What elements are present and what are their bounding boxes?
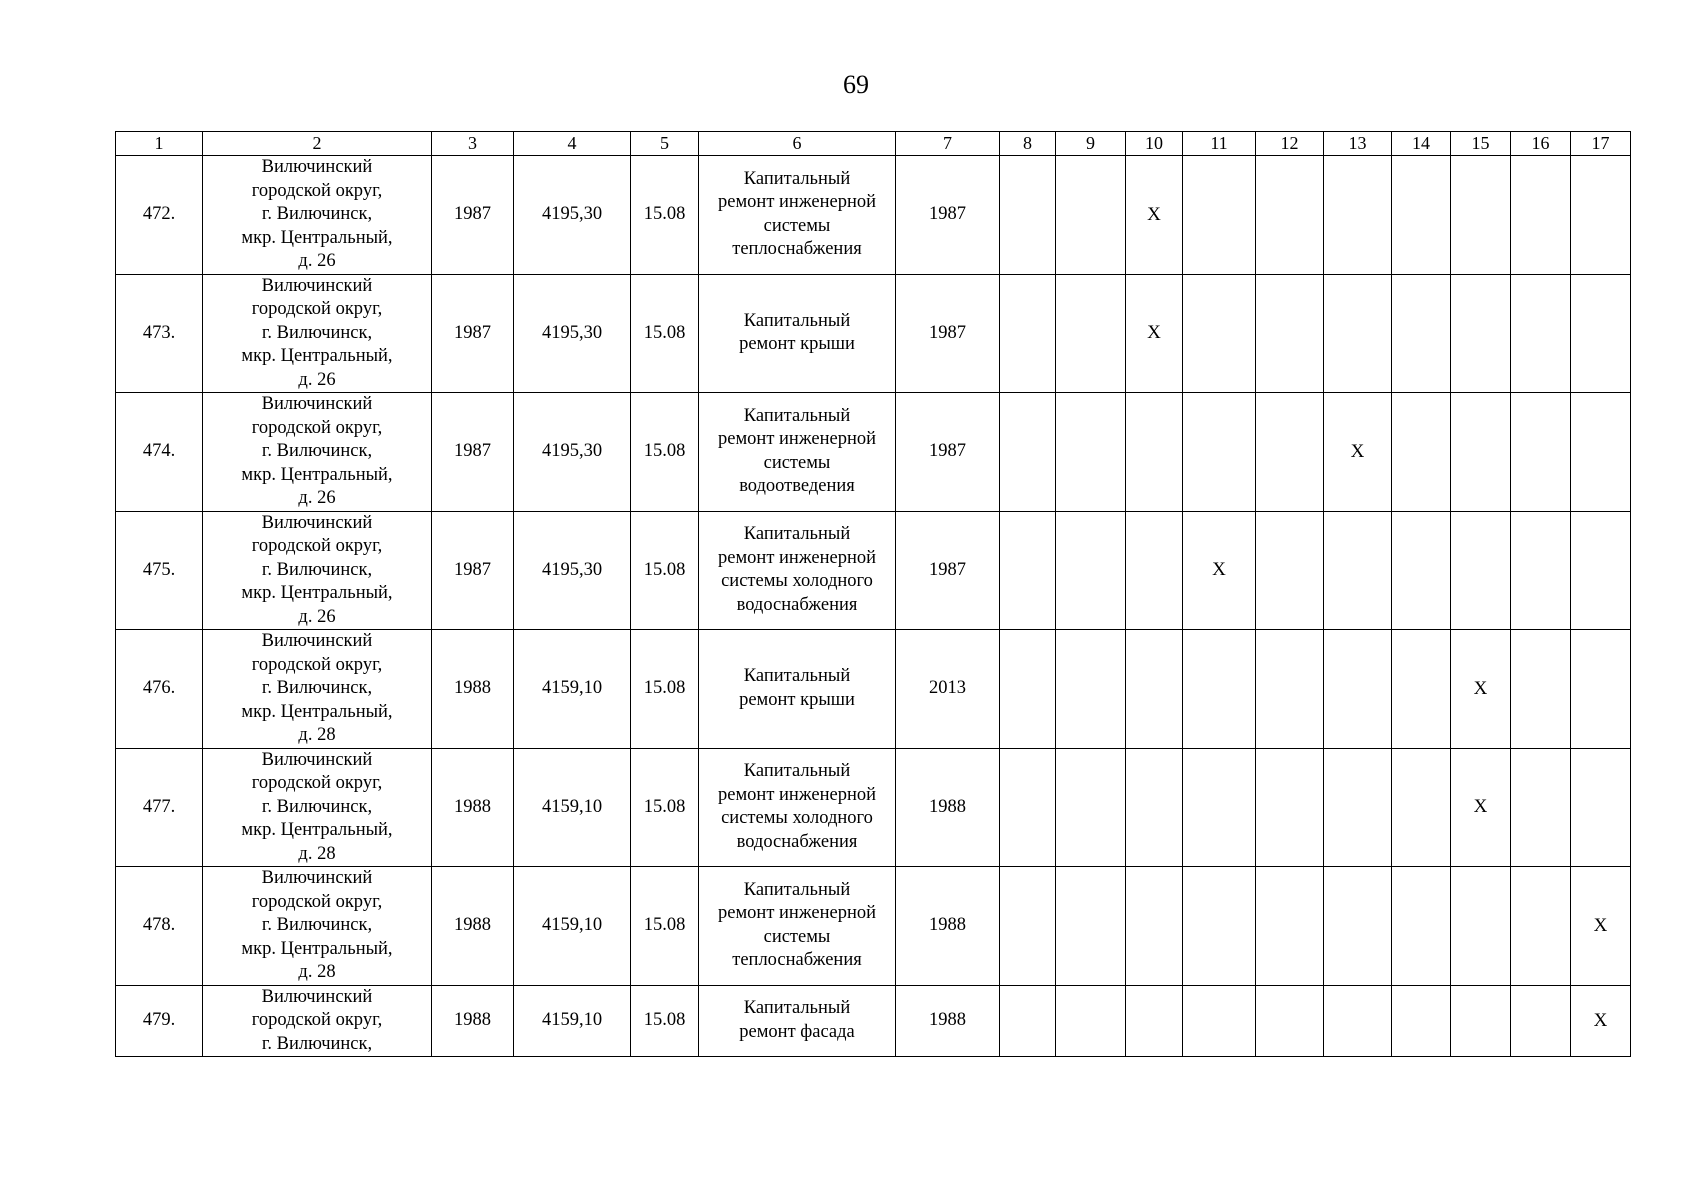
- row-number-cell: 475.: [116, 511, 203, 630]
- address-cell: [203, 393, 432, 512]
- address-line: г. Вилючинск,: [261, 678, 373, 698]
- column-number-cell: 6: [699, 132, 896, 156]
- period-mark: X: [1473, 796, 1488, 817]
- address-line: Вилючинский: [261, 275, 373, 296]
- address-line: городской округ,: [251, 299, 383, 319]
- period-mark: X: [1593, 914, 1608, 936]
- column-number-cell: 15: [1451, 132, 1511, 156]
- period-cell-11: [1183, 156, 1256, 275]
- period-cell-8: [1000, 511, 1056, 630]
- period-cell-9: [1056, 985, 1126, 1057]
- table-row: [116, 867, 1631, 986]
- work-type-line: системы: [763, 215, 831, 236]
- rate-cell: 15.08: [631, 511, 699, 630]
- work-type-cell: [699, 867, 896, 986]
- build-year-cell: 1988: [432, 985, 514, 1057]
- period-cell-11: [1183, 274, 1256, 393]
- column-number-cell: 16: [1511, 132, 1571, 156]
- period-cell-16: [1511, 393, 1571, 512]
- address-line: Вилючинский: [261, 157, 373, 177]
- area-cell: 4195,30: [514, 511, 631, 630]
- period-cell-16: [1511, 630, 1571, 749]
- work-type-line: ремонт крыши: [739, 334, 855, 355]
- table-row: [116, 748, 1631, 867]
- period-cell-16: [1511, 511, 1571, 630]
- address-line: Вилючинский: [261, 394, 373, 414]
- work-type-line: ремонт фасада: [739, 1021, 855, 1042]
- period-cell-17: [1571, 393, 1631, 512]
- address-line: Вилючинский: [261, 512, 373, 533]
- work-year-cell: 1988: [896, 748, 1000, 867]
- area-cell: 4159,10: [514, 867, 631, 986]
- build-year-cell: 1987: [432, 156, 514, 275]
- area-cell: 4159,10: [514, 630, 631, 749]
- period-cell-16: [1511, 748, 1571, 867]
- work-type-line: ремонт инженерной: [718, 903, 876, 924]
- rate-cell: 15.08: [631, 274, 699, 393]
- period-cell-13: [1324, 156, 1392, 275]
- period-mark: X: [1593, 1009, 1608, 1031]
- address-cell: [203, 511, 432, 630]
- column-number-cell: 5: [631, 132, 699, 156]
- period-cell-17: [1571, 630, 1631, 749]
- column-number-cell: 3: [432, 132, 514, 156]
- address-line: городской округ,: [251, 891, 383, 912]
- work-year-cell: 1988: [896, 867, 1000, 986]
- work-type-cell: [699, 511, 896, 630]
- period-cell-9: [1056, 748, 1126, 867]
- period-cell-11: [1183, 393, 1256, 512]
- period-cell-17: [1571, 748, 1631, 867]
- address-line: городской округ,: [251, 417, 383, 438]
- period-cell-11: [1183, 511, 1256, 630]
- work-type-cell: [699, 156, 896, 275]
- period-cell-15: [1451, 511, 1511, 630]
- address-line: г. Вилючинск,: [261, 441, 373, 461]
- work-type-line: системы: [763, 926, 831, 947]
- work-year-cell: 1987: [896, 393, 1000, 512]
- period-cell-12: [1256, 156, 1324, 275]
- column-number-cell: 2: [203, 132, 432, 156]
- column-number-row: [116, 132, 1631, 156]
- work-type-line: водоснабжения: [736, 831, 858, 852]
- address-cell: [203, 985, 432, 1057]
- row-number-cell: 477.: [116, 748, 203, 867]
- work-type-line: системы: [763, 452, 831, 473]
- period-cell-8: [1000, 867, 1056, 986]
- column-number-cell: 8: [1000, 132, 1056, 156]
- period-cell-8: [1000, 393, 1056, 512]
- address-line: городской округ,: [251, 773, 383, 793]
- row-number-cell: 472.: [116, 156, 203, 275]
- work-type-line: Капитальный: [743, 761, 851, 782]
- address-line: мкр. Центральный,: [241, 583, 393, 603]
- address-line: Вилючинский: [261, 986, 373, 1007]
- period-cell-16: [1511, 985, 1571, 1057]
- work-type-cell: [699, 274, 896, 393]
- rate-cell: 15.08: [631, 985, 699, 1057]
- period-cell-10: [1126, 867, 1183, 986]
- period-cell-17: [1571, 985, 1631, 1057]
- work-type-line: Капитальный: [743, 879, 851, 900]
- address-line: мкр. Центральный,: [241, 227, 393, 248]
- address-line: мкр. Центральный,: [241, 820, 393, 840]
- work-type-line: водоснабжения: [736, 594, 858, 615]
- address-cell: [203, 156, 432, 275]
- period-cell-8: [1000, 156, 1056, 275]
- period-cell-12: [1256, 511, 1324, 630]
- period-cell-14: [1392, 748, 1451, 867]
- column-number-cell: 7: [896, 132, 1000, 156]
- work-type-line: Капитальный: [743, 524, 851, 545]
- work-type-line: теплоснабжения: [732, 239, 862, 260]
- work-type-line: водоотведения: [739, 476, 855, 497]
- period-cell-13: [1324, 748, 1392, 867]
- area-cell: 4159,10: [514, 748, 631, 867]
- address-line: городской округ,: [251, 654, 383, 675]
- period-cell-13: [1324, 630, 1392, 749]
- period-cell-12: [1256, 867, 1324, 986]
- address-line: г. Вилючинск,: [261, 204, 373, 224]
- period-cell-9: [1056, 630, 1126, 749]
- work-year-cell: 1988: [896, 985, 1000, 1057]
- period-mark: X: [1473, 677, 1488, 699]
- period-cell-8: [1000, 630, 1056, 749]
- column-number-cell: 11: [1183, 132, 1256, 156]
- period-cell-14: [1392, 985, 1451, 1057]
- period-cell-13: [1324, 985, 1392, 1057]
- address-cell: [203, 748, 432, 867]
- work-year-cell: 1987: [896, 156, 1000, 275]
- work-type-line: Капитальный: [743, 168, 851, 189]
- work-type-line: Капитальный: [743, 998, 851, 1019]
- period-cell-10: [1126, 393, 1183, 512]
- address-line: д. 26: [298, 369, 336, 390]
- period-mark: X: [1350, 440, 1365, 462]
- period-cell-10: [1126, 630, 1183, 749]
- address-cell: [203, 274, 432, 393]
- area-cell: 4195,30: [514, 274, 631, 393]
- row-number-cell: 473.: [116, 274, 203, 393]
- period-cell-10: [1126, 985, 1183, 1057]
- period-cell-9: [1056, 511, 1126, 630]
- work-year-cell: 1987: [896, 274, 1000, 393]
- period-cell-15: [1451, 630, 1511, 749]
- table-row: [116, 511, 1631, 630]
- column-number-cell: 1: [116, 132, 203, 156]
- period-cell-16: [1511, 156, 1571, 275]
- work-type-line: Капитальный: [743, 405, 851, 426]
- column-number-cell: 9: [1056, 132, 1126, 156]
- period-cell-15: [1451, 156, 1511, 275]
- period-cell-14: [1392, 156, 1451, 275]
- row-number-cell: 476.: [116, 630, 203, 749]
- period-mark: X: [1147, 203, 1161, 225]
- work-type-line: системы холодного: [721, 808, 873, 829]
- period-cell-14: [1392, 630, 1451, 749]
- table-body: [116, 132, 1631, 1057]
- work-type-cell: [699, 985, 896, 1057]
- work-year-cell: 1987: [896, 511, 1000, 630]
- column-number-cell: 14: [1392, 132, 1451, 156]
- period-mark: X: [1212, 559, 1226, 580]
- column-number-cell: 12: [1256, 132, 1324, 156]
- address-line: городской округ,: [251, 180, 383, 201]
- period-cell-11: [1183, 630, 1256, 749]
- address-line: мкр. Центральный,: [241, 346, 393, 366]
- area-cell: 4159,10: [514, 985, 631, 1057]
- rate-cell: 15.08: [631, 867, 699, 986]
- work-type-line: теплоснабжения: [732, 950, 862, 971]
- build-year-cell: 1988: [432, 748, 514, 867]
- address-line: мкр. Центральный,: [241, 938, 393, 959]
- column-number-cell: 13: [1324, 132, 1392, 156]
- period-cell-17: [1571, 274, 1631, 393]
- column-number-cell: 4: [514, 132, 631, 156]
- work-year-cell: 2013: [896, 630, 1000, 749]
- table-row: [116, 985, 1631, 1057]
- build-year-cell: 1987: [432, 274, 514, 393]
- address-line: городской округ,: [251, 536, 383, 556]
- rate-cell: 15.08: [631, 748, 699, 867]
- column-number-cell: 17: [1571, 132, 1631, 156]
- work-type-cell: [699, 748, 896, 867]
- period-cell-11: [1183, 985, 1256, 1057]
- period-cell-15: [1451, 274, 1511, 393]
- period-cell-14: [1392, 867, 1451, 986]
- table-row: [116, 630, 1631, 749]
- address-line: д. 26: [298, 251, 336, 271]
- work-type-line: системы холодного: [721, 571, 873, 592]
- period-cell-10: [1126, 511, 1183, 630]
- column-number-cell: 10: [1126, 132, 1183, 156]
- period-cell-8: [1000, 274, 1056, 393]
- work-type-line: ремонт крыши: [739, 689, 855, 710]
- period-cell-15: [1451, 985, 1511, 1057]
- table-row: [116, 393, 1631, 512]
- rate-cell: 15.08: [631, 393, 699, 512]
- address-line: Вилючинский: [261, 631, 373, 651]
- rate-cell: 15.08: [631, 156, 699, 275]
- row-number-cell: 479.: [116, 985, 203, 1057]
- work-type-line: Капитальный: [743, 310, 851, 331]
- period-cell-9: [1056, 274, 1126, 393]
- address-line: д. 28: [298, 962, 336, 982]
- period-cell-9: [1056, 393, 1126, 512]
- period-cell-17: [1571, 867, 1631, 986]
- table-row: [116, 156, 1631, 275]
- build-year-cell: 1987: [432, 511, 514, 630]
- build-year-cell: 1988: [432, 867, 514, 986]
- address-line: городской округ,: [251, 1010, 383, 1030]
- work-type-line: ремонт инженерной: [718, 192, 876, 213]
- build-year-cell: 1988: [432, 630, 514, 749]
- address-line: Вилючинский: [261, 749, 373, 770]
- row-number-cell: 474.: [116, 393, 203, 512]
- area-cell: 4195,30: [514, 393, 631, 512]
- period-cell-10: [1126, 156, 1183, 275]
- period-cell-13: [1324, 511, 1392, 630]
- table-row: [116, 274, 1631, 393]
- address-line: г. Вилючинск,: [261, 796, 373, 817]
- address-line: г. Вилючинск,: [261, 559, 373, 580]
- period-cell-14: [1392, 511, 1451, 630]
- address-line: г. Вилючинск,: [261, 1033, 373, 1054]
- address-cell: [203, 630, 432, 749]
- address-cell: [203, 867, 432, 986]
- work-type-line: ремонт инженерной: [718, 784, 876, 805]
- period-cell-12: [1256, 393, 1324, 512]
- period-cell-14: [1392, 393, 1451, 512]
- work-type-line: ремонт инженерной: [718, 547, 876, 568]
- period-cell-12: [1256, 748, 1324, 867]
- period-cell-15: [1451, 748, 1511, 867]
- address-line: д. 26: [298, 606, 336, 627]
- address-line: Вилючинский: [261, 868, 373, 888]
- period-cell-16: [1511, 867, 1571, 986]
- period-cell-17: [1571, 511, 1631, 630]
- period-cell-13: [1324, 867, 1392, 986]
- period-cell-9: [1056, 156, 1126, 275]
- address-line: мкр. Центральный,: [241, 464, 393, 485]
- period-cell-10: [1126, 274, 1183, 393]
- work-type-cell: [699, 393, 896, 512]
- period-cell-15: [1451, 393, 1511, 512]
- area-cell: 4195,30: [514, 156, 631, 275]
- period-cell-13: [1324, 393, 1392, 512]
- period-cell-9: [1056, 867, 1126, 986]
- address-line: д. 26: [298, 488, 336, 508]
- work-type-cell: [699, 630, 896, 749]
- address-line: д. 28: [298, 843, 336, 864]
- period-cell-14: [1392, 274, 1451, 393]
- period-cell-12: [1256, 274, 1324, 393]
- period-cell-16: [1511, 274, 1571, 393]
- period-cell-8: [1000, 985, 1056, 1057]
- repair-register-table: [115, 131, 1631, 1057]
- address-line: г. Вилючинск,: [261, 915, 373, 935]
- period-cell-11: [1183, 867, 1256, 986]
- period-cell-12: [1256, 985, 1324, 1057]
- period-mark: X: [1147, 322, 1161, 343]
- address-line: д. 28: [298, 725, 336, 745]
- address-line: г. Вилючинск,: [261, 322, 373, 343]
- page-number: 69: [843, 70, 869, 99]
- period-cell-10: [1126, 748, 1183, 867]
- row-number-cell: 478.: [116, 867, 203, 986]
- period-cell-15: [1451, 867, 1511, 986]
- rate-cell: 15.08: [631, 630, 699, 749]
- period-cell-12: [1256, 630, 1324, 749]
- period-cell-13: [1324, 274, 1392, 393]
- work-type-line: ремонт инженерной: [718, 429, 876, 450]
- period-cell-11: [1183, 748, 1256, 867]
- build-year-cell: 1987: [432, 393, 514, 512]
- period-cell-8: [1000, 748, 1056, 867]
- period-cell-17: [1571, 156, 1631, 275]
- address-line: мкр. Центральный,: [241, 701, 393, 722]
- work-type-line: Капитальный: [743, 666, 851, 687]
